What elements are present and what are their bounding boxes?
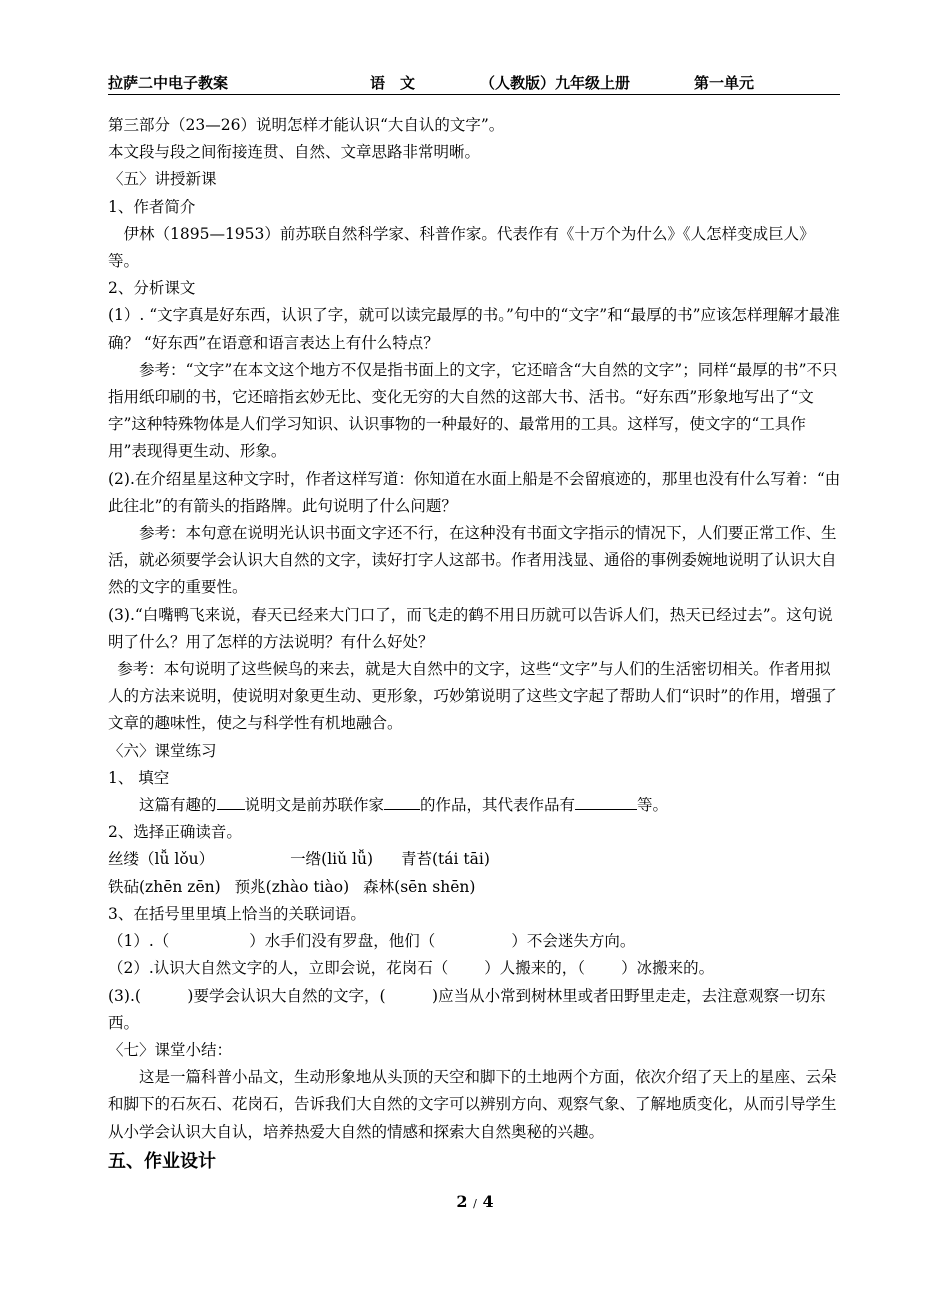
conjunction-q2: （2）.认识大自然文字的人，立即会说，花岗石（ ）人搬来的，（ ）冰搬来的。	[108, 959, 715, 978]
subheading: 〈七〉课堂小结：	[108, 1040, 233, 1059]
author-intro: 伊林（1895—1953）前苏联自然科学家、科普作家。代表作有《十万个为什么》《人怎样变成巨人》等。	[108, 224, 815, 271]
fill-blank-line	[108, 792, 844, 819]
header-school: 拉萨二中电子教案	[108, 74, 229, 92]
fill-text: 等。	[637, 796, 669, 815]
subheading: 1、 填空	[108, 768, 170, 787]
subheading: 1、作者简介	[108, 197, 196, 216]
document-body	[108, 112, 844, 1175]
blank-1[interactable]	[217, 795, 245, 810]
section-heading: 五、作业设计	[108, 1150, 216, 1172]
lesson-summary: 这是一篇科普小品文，生动形象地从头顶的天空和脚下的土地两个方面，依次介绍了天上的星座、云朵和脚下的石灰石、花岗石，告诉我们大自然的文字可以辨别方向、观察气象、了解地质变化，从而引导学生从小学会认识大自认，培养热爱大自然的情感和探索大自然奥秘的兴趣。	[108, 1068, 837, 1141]
header-edition: （人教版）九年级上册	[480, 74, 631, 92]
subheading: 3、在括号里里填上恰当的关联词语。	[108, 904, 366, 923]
question-3: (3).“白嘴鸭飞来说，春天已经来大门口了，而飞走的鹤不用日历就可以告诉人们，热天已经过去”。这句说明了什么？用了怎样的方法说明？有什么好处？	[108, 605, 833, 651]
pinyin-item: 一绺(liǔ lǚ)	[290, 850, 373, 869]
text-line: 第三部分（23—26）说明怎样才能认识“大自认的文字”。	[108, 116, 505, 134]
page-separator: /	[473, 1197, 477, 1210]
page-number	[0, 1192, 950, 1211]
pinyin-item: 预兆(zhào tiào)	[234, 877, 350, 896]
pinyin-row	[108, 846, 844, 873]
pinyin-item: 森林(sēn shēn)	[363, 877, 476, 896]
subheading: 2、分析课文	[108, 279, 196, 298]
answer-2: 参考：本句意在说明光认识书面文字还不行，在这种没有书面文字指示的情况下，人们要正常工作、生活，就必须要学会认识大自然的文字，读好打字人这部书。作者用浅显、通俗的事例委婉地说明了认识大自然的文字的重要性。	[108, 524, 837, 597]
conjunction-q3: (3).( )要学会认识大自然的文字，( )应当从小常到树林里或者田野里走走，去注意观察一切东西。	[108, 986, 826, 1032]
pinyin-item: 丝缕（lǚ lǒu）	[108, 850, 215, 869]
subheading: 〈六〉课堂练习	[108, 741, 217, 760]
subheading: 〈五〉讲授新课	[108, 170, 217, 189]
page-header	[108, 70, 840, 95]
blank-3[interactable]	[575, 795, 637, 810]
question-1: (1）. “文字真是好东西，认识了字，就可以读完最厚的书。”句中的“文字”和“最厚的书”应该怎样理解才最准确？ “好东西”在语意和语言表达上有什么特点？	[108, 306, 841, 352]
subheading: 2、选择正确读音。	[108, 823, 242, 842]
fill-text: 说明文是前苏联作家	[244, 796, 385, 815]
page-current: 2	[456, 1192, 468, 1211]
page-total: 4	[482, 1192, 494, 1211]
fill-text: 的作品，其代表作品有	[420, 796, 576, 815]
blank-2[interactable]	[384, 795, 420, 810]
header-unit: 第一单元	[694, 74, 755, 92]
question-2: (2).在介绍星星这种文字时，作者这样写道：你知道在水面上船是不会留痕迹的，那里也没有什么写着：“由此往北”的有箭头的指路牌。此句说明了什么问题？	[108, 469, 841, 515]
header-subject: 语 文	[370, 74, 416, 92]
answer-3: 参考：本句说明了这些候鸟的来去，就是大自然中的文字，这些“文字”与人们的生活密切相关。作者用拟人的方法来说明，使说明对象更生动、更形象，巧妙第说明了这些文字起了帮助人们“识时”的作用，增强了文章的趣味性，使之与科学性有机地融合。	[108, 660, 837, 733]
pinyin-item: 青苔(tái tāi)	[401, 850, 490, 869]
fill-text: 这篇有趣的	[139, 796, 217, 815]
conjunction-q1: （1）.（ ）水手们没有罗盘，他们（ ）不会迷失方向。	[108, 932, 636, 951]
pinyin-row	[108, 874, 844, 901]
text-line: 本文段与段之间衔接连贯、自然、文章思路非常明晰。	[108, 143, 481, 162]
pinyin-item: 铁砧(zhēn zēn)	[108, 877, 221, 896]
answer-1: 参考：“文字”在本文这个地方不仅是指书面上的文字，它还暗含“大自然的文字”；同样“最厚的书”不只指用纸印刷的书，它还暗指玄妙无比、变化无穷的大自然的这部大书、活书。“好东西”形象地写出了“文字”这种特殊物体是人们学习知识、认识事物的一种最好的、最常用的工具。这样写，使文字的“工具作用”表现得更生动、形象。	[108, 360, 838, 461]
